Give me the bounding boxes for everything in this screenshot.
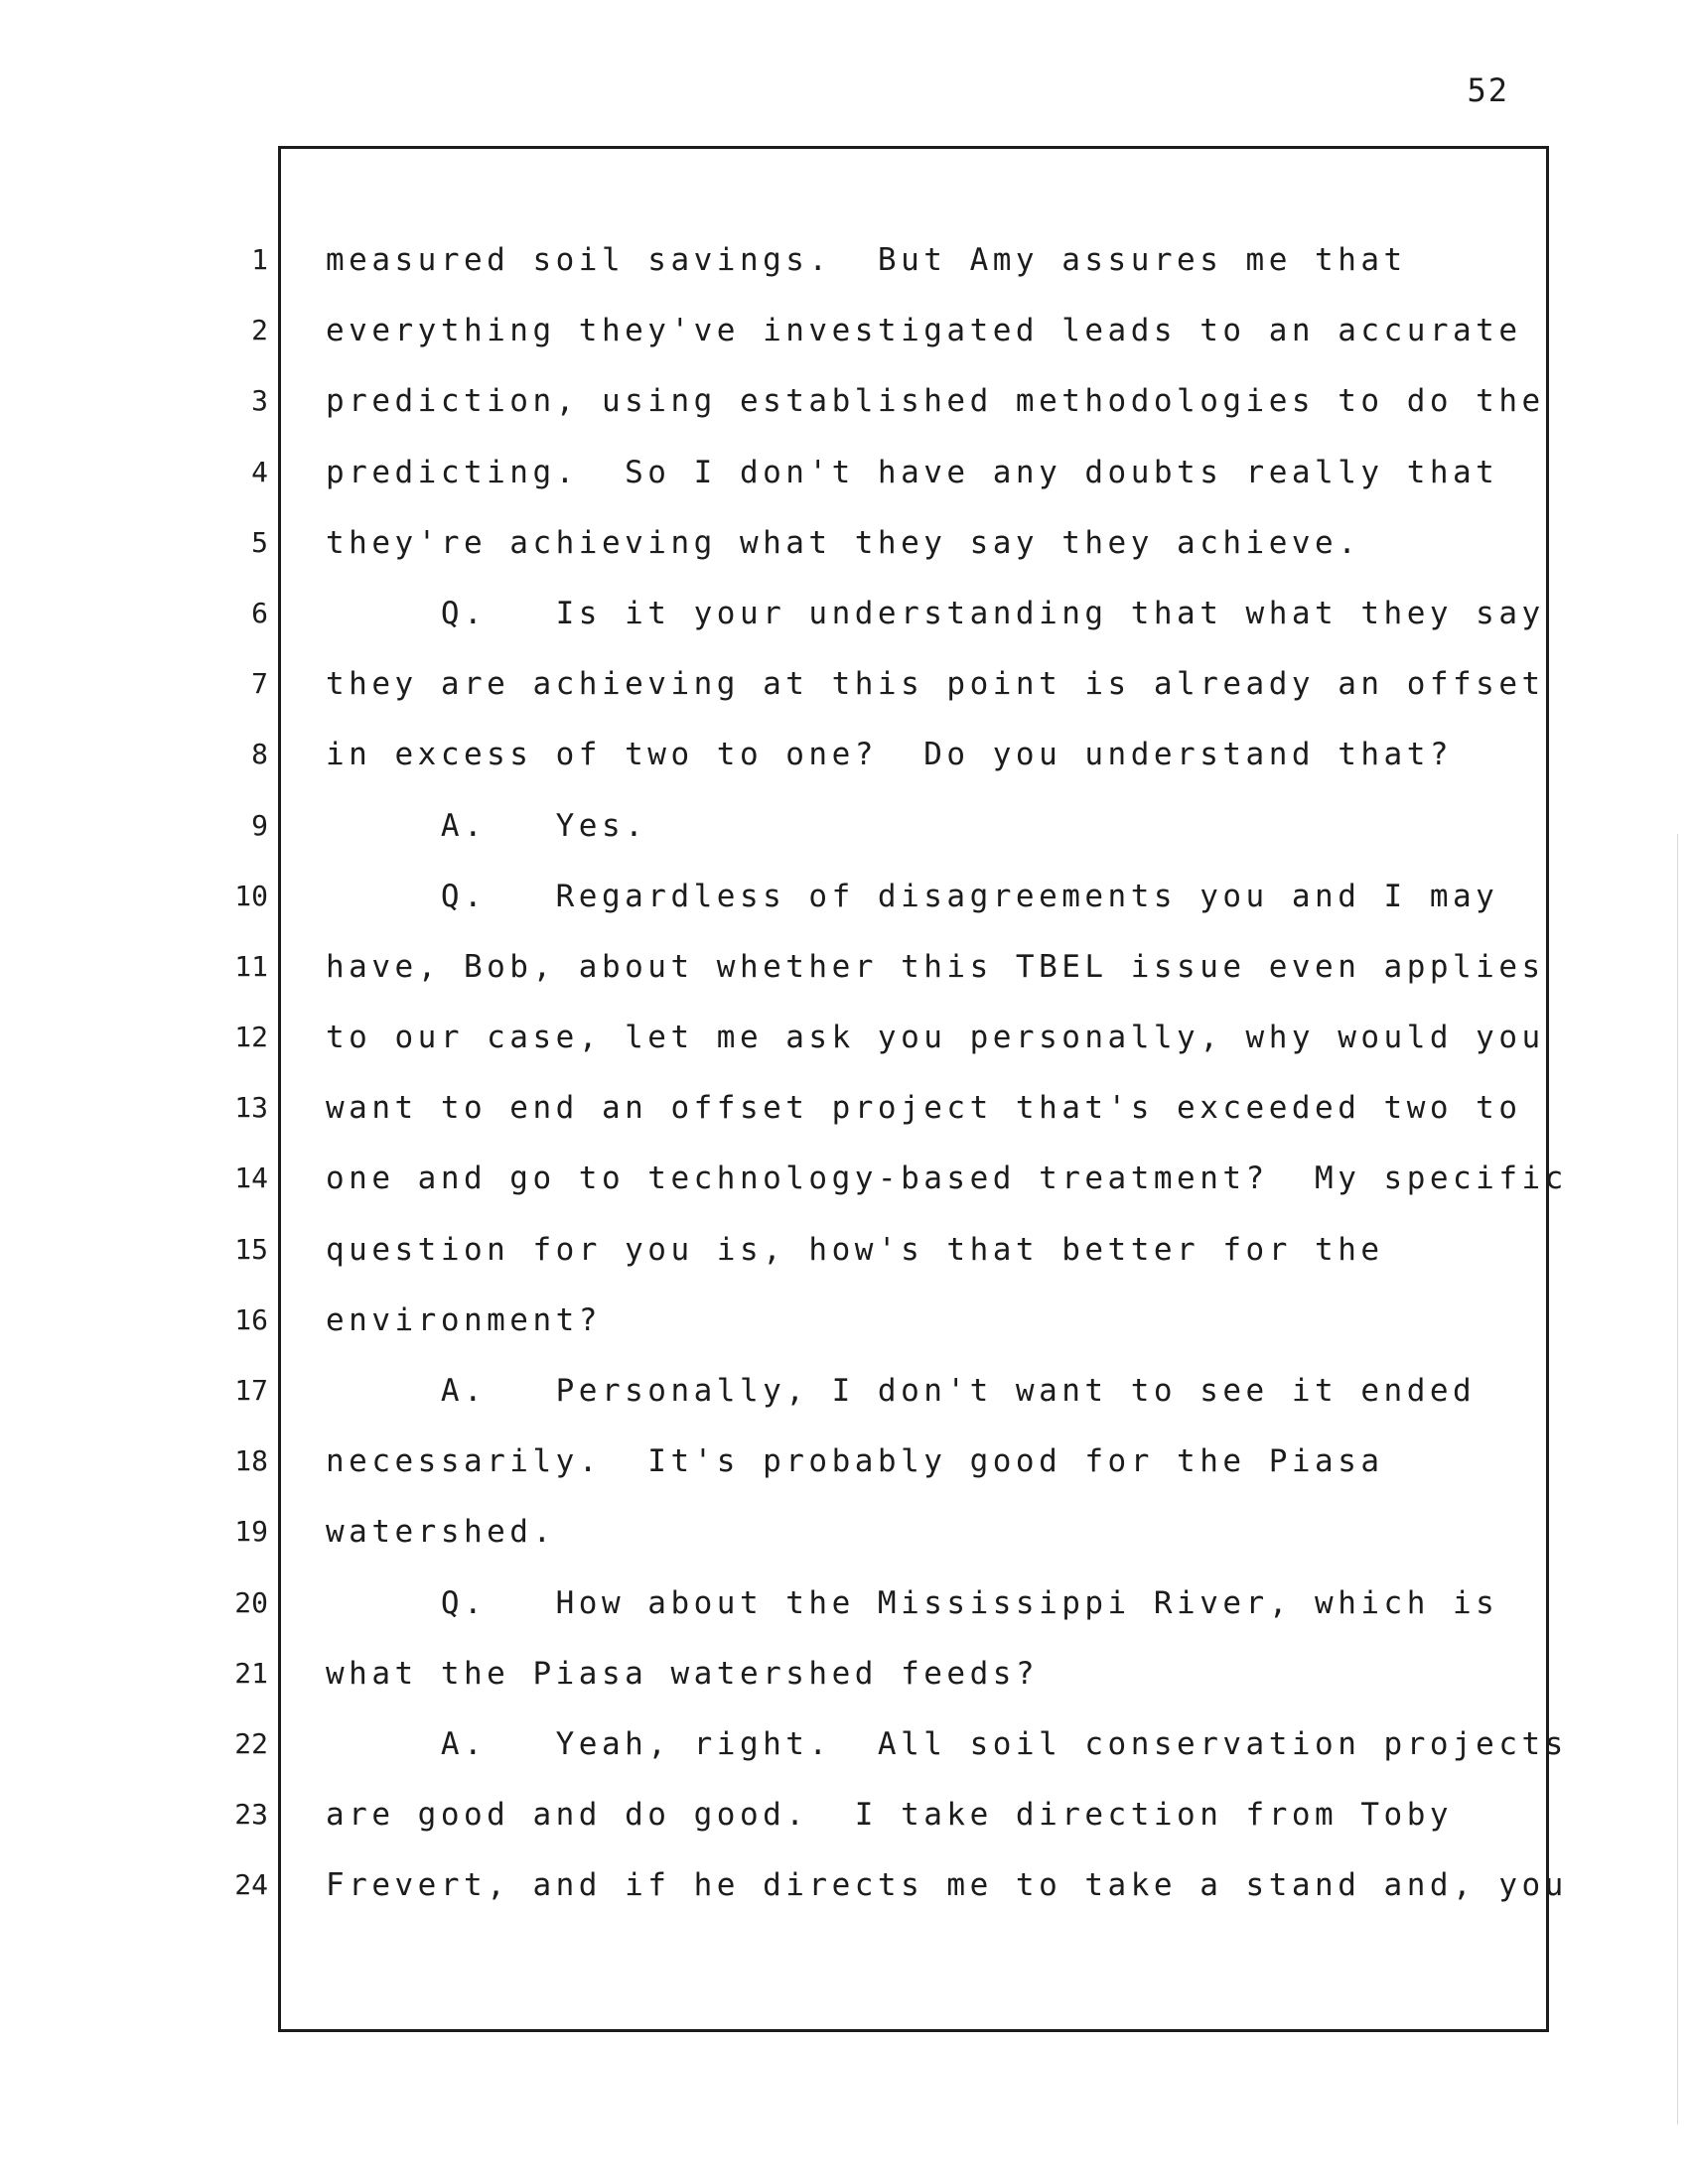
transcript-line: Frevert, and if he directs me to take a stand and, you bbox=[326, 1867, 1568, 1904]
transcript-line: in excess of two to one? Do you understand that? bbox=[326, 737, 1454, 773]
transcript-line: have, Bob, about whether this TBEL issue even applies bbox=[326, 948, 1545, 985]
transcript-line: one and go to technology-based treatment? My specific bbox=[326, 1160, 1568, 1197]
line-number: 16 bbox=[234, 1302, 268, 1336]
transcript-line: they are achieving at this point is already an offset bbox=[326, 666, 1545, 703]
transcript-line: question for you is, how's that better for the bbox=[326, 1231, 1384, 1268]
line-number: 24 bbox=[234, 1868, 268, 1902]
line-number: 10 bbox=[234, 879, 268, 912]
line-number: 9 bbox=[251, 808, 268, 842]
transcript-line: Q. How about the Mississippi River, which is bbox=[326, 1584, 1499, 1621]
line-number: 22 bbox=[234, 1726, 268, 1760]
line-number: 15 bbox=[234, 1232, 268, 1266]
line-number: 8 bbox=[251, 738, 268, 771]
line-number: 1 bbox=[251, 243, 268, 276]
line-number: 3 bbox=[251, 384, 268, 418]
scan-edge-line bbox=[1677, 834, 1678, 2124]
line-number: 20 bbox=[234, 1585, 268, 1619]
transcript-line: predicting. So I don't have any doubts really that bbox=[326, 454, 1499, 490]
transcript-line: measured soil savings. But Amy assures me that bbox=[326, 242, 1407, 278]
line-number: 19 bbox=[234, 1515, 268, 1549]
line-number: 12 bbox=[234, 1021, 268, 1054]
transcript-line: Q. Regardless of disagreements you and I may bbox=[326, 878, 1499, 914]
transcript-line: environment? bbox=[326, 1301, 602, 1338]
transcript-line: Q. Is it your understanding that what they say bbox=[326, 595, 1545, 631]
line-number-column bbox=[199, 240, 272, 1937]
line-number: 17 bbox=[234, 1374, 268, 1407]
line-number: 2 bbox=[251, 314, 268, 347]
line-number: 13 bbox=[234, 1091, 268, 1125]
line-number: 18 bbox=[234, 1444, 268, 1478]
line-number: 23 bbox=[234, 1798, 268, 1832]
transcript-line: necessarily. It's probably good for the Piasa bbox=[326, 1443, 1384, 1480]
transcript-line: what the Piasa watershed feeds? bbox=[326, 1655, 1040, 1692]
line-number: 6 bbox=[251, 596, 268, 629]
transcript-line: A. Personally, I don't want to see it ended bbox=[326, 1373, 1477, 1409]
line-number: 4 bbox=[251, 455, 268, 488]
transcript-line: A. Yeah, right. All soil conservation projects bbox=[326, 1725, 1568, 1762]
transcript-line: A. Yes. bbox=[326, 807, 648, 844]
line-number: 11 bbox=[234, 949, 268, 983]
transcript-line: to our case, let me ask you personally, why would you bbox=[326, 1020, 1545, 1056]
line-number: 14 bbox=[234, 1161, 268, 1195]
transcript-line: want to end an offset project that's exceeded two to bbox=[326, 1090, 1522, 1127]
line-number: 21 bbox=[234, 1656, 268, 1690]
page-number: 52 bbox=[1467, 71, 1509, 109]
line-number: 7 bbox=[251, 667, 268, 701]
transcript-line: are good and do good. I take direction from Toby bbox=[326, 1797, 1454, 1834]
transcript-line: watershed. bbox=[326, 1514, 556, 1551]
transcript-line: everything they've investigated leads to an accurate bbox=[326, 313, 1522, 349]
transcript-line: they're achieving what they say they achieve. bbox=[326, 524, 1361, 561]
transcript-line: prediction, using established methodologies to do the bbox=[326, 383, 1545, 420]
line-number: 5 bbox=[251, 525, 268, 559]
transcript-text bbox=[326, 240, 1568, 1937]
